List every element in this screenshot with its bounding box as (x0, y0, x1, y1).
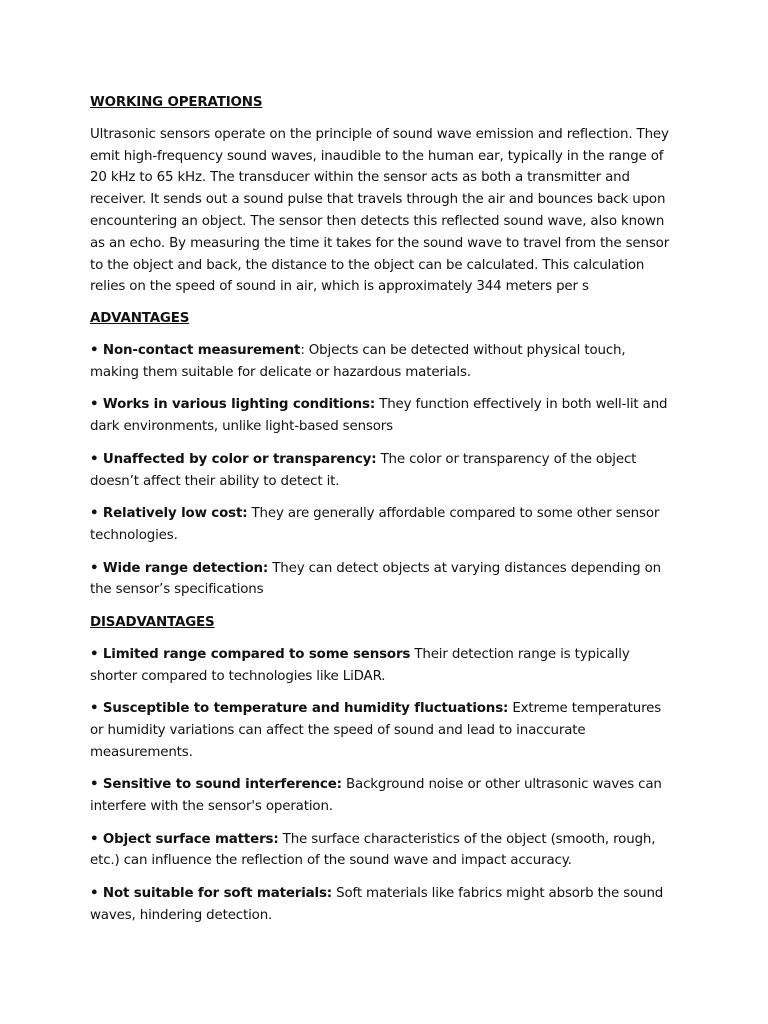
disadvantage-text: Their detection range is typically shorter compared to technologies like LiDAR. (90, 646, 630, 684)
advantage-item (90, 449, 676, 493)
document-page (90, 92, 676, 937)
disadvantage-text: The surface characteristics of the object (smooth, rough, etc.) can influence the reflection of the sound wave and impact accuracy. (90, 831, 656, 869)
bullet-glyph: • (90, 831, 103, 847)
advantage-text: The color or transparency of the object doesn’t affect their ability to detect it. (90, 451, 637, 489)
bullet-glyph: • (90, 560, 103, 576)
disadvantages-heading: DISADVANTAGES (90, 614, 215, 630)
advantage-item (90, 503, 676, 547)
bullet-glyph: • (90, 506, 103, 522)
bullet-glyph: • (90, 777, 103, 793)
disadvantage-text: Extreme temperatures or humidity variations can affect the speed of sound and lead to inaccurate measurements. (90, 701, 662, 760)
advantage-text: They are generally affordable compared to some other sensor technologies. (90, 506, 660, 543)
bullet-glyph: • (90, 886, 103, 902)
disadvantage-term: • Sensitive to sound interference: (90, 777, 342, 793)
advantage-term: • Relatively low cost: (90, 506, 248, 522)
advantage-item (90, 558, 676, 602)
advantage-item (90, 394, 676, 438)
disadvantage-item (90, 829, 676, 873)
disadvantage-term: • Object surface matters: (90, 831, 279, 847)
disadvantage-item (90, 883, 676, 927)
advantages-heading: ADVANTAGES (90, 311, 190, 327)
bullet-glyph: • (90, 342, 103, 358)
working-operations-heading: WORKING OPERATIONS (90, 95, 263, 110)
bullet-glyph: • (90, 646, 103, 662)
bullet-glyph: • (90, 397, 103, 413)
bullet-glyph: • (90, 701, 103, 717)
disadvantage-term: • Not suitable for soft materials: (90, 886, 333, 902)
bullet-glyph: • (90, 451, 103, 467)
disadvantage-text: Soft materials like fabrics might absorb the sound waves, hindering detection. (90, 886, 664, 923)
disadvantage-item (90, 698, 676, 763)
advantage-text: They function effectively in both well-lit and dark environments, unlike light-based sensors (90, 397, 668, 435)
disadvantage-term: • Susceptible to temperature and humidity fluctuations: (90, 701, 509, 717)
disadvantage-term: • Limited range compared to some sensors (90, 646, 411, 662)
disadvantage-text: Background noise or other ultrasonic waves can interfere with the sensor's operation. (90, 777, 662, 815)
disadvantage-item (90, 644, 676, 688)
advantage-text: : Objects can be detected without physical touch, making them suitable for delicate or hazardous materials. (90, 342, 626, 380)
advantage-text: They can detect objects at varying distances depending on the sensor’s specifications (90, 560, 662, 598)
working-operations-paragraph: Ultrasonic sensors operate on the principle of sound wave emission and reflection. They emit high-frequency sound waves, inaudible to the human ear, typically in the range of 20 kHz to 65 kHz. The transducer within the sensor acts as both a transmitter and receiver. It sends out a sound pulse that travels through the air and bounces back upon encountering an object. The sensor then detects this reflected sound wave, also known as an echo. By measuring the time it takes for the sound wave to travel from the sensor to the object and back, the distance to the object can be calculated. This calculation relies on the speed of sound in air, which is approximately 344 meters per s (90, 126, 670, 295)
advantage-term: • Works in various lighting conditions: (90, 397, 376, 413)
advantage-item (90, 340, 676, 384)
disadvantage-item (90, 774, 676, 818)
advantage-term: • Unaffected by color or transparency: (90, 451, 377, 467)
advantage-term: • Wide range detection: (90, 560, 269, 576)
advantage-term: • Non-contact measurement (90, 342, 301, 358)
